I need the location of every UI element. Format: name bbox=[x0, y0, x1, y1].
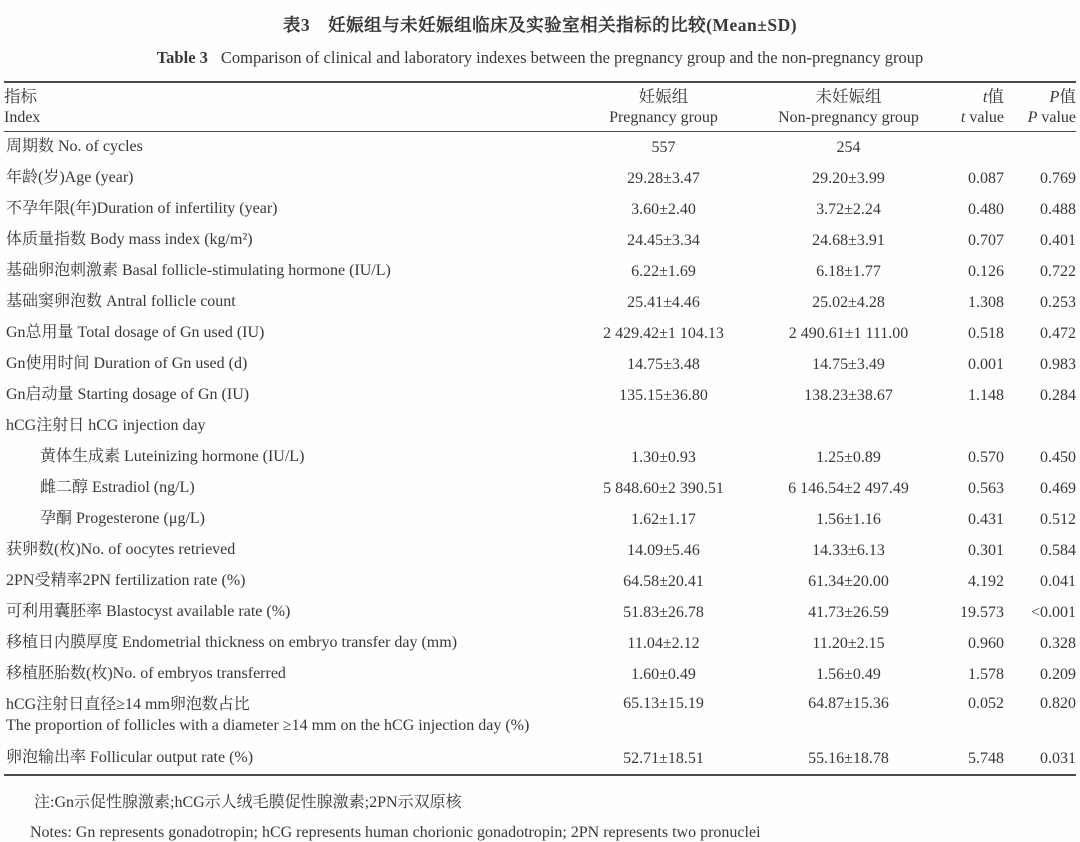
cell-p-value: 0.209 bbox=[1040, 665, 1076, 683]
cell-nonpregnancy-value: 138.23±38.67 bbox=[804, 386, 893, 404]
row-index-cell bbox=[4, 411, 556, 442]
row-index-cell bbox=[4, 628, 556, 659]
row-label-line2: The proportion of follicles with a diameter ≥14 mm on the hCG injection day (%) bbox=[6, 716, 530, 734]
row-index-cell bbox=[4, 743, 556, 775]
header-t-value bbox=[926, 82, 1004, 132]
cell-nonpregnancy-value: 64.87±15.36 bbox=[808, 695, 889, 712]
cell-pregnancy-value: 11.04±2.12 bbox=[627, 634, 700, 652]
cell-nonpregnancy-value: 14.33±6.13 bbox=[812, 541, 885, 559]
header-pregnancy-en: Pregnancy group bbox=[609, 108, 718, 126]
note-chinese: 注:Gn示促性腺激素;hCG示人绒毛膜促性腺激素;2PN示双原核 bbox=[34, 794, 462, 811]
cell-nonpregnancy-value: 6 146.54±2 497.49 bbox=[788, 479, 909, 497]
table-row bbox=[4, 380, 1076, 411]
p-zh: 值 bbox=[1059, 87, 1076, 107]
cell-pregnancy-value: 65.13±15.19 bbox=[623, 695, 704, 712]
cell-nonpregnancy-value: 6.18±1.77 bbox=[816, 262, 881, 280]
row-index-cell bbox=[4, 566, 556, 597]
cell-p-value: 0.450 bbox=[1040, 448, 1076, 466]
cell-p-value: 0.512 bbox=[1040, 510, 1076, 528]
cell-t-value: 0.707 bbox=[968, 231, 1004, 249]
row-index-cell bbox=[4, 535, 556, 566]
header-index-zh: 指标 bbox=[4, 87, 37, 107]
table-row bbox=[4, 473, 1076, 504]
row-label: hCG注射日直径≥14 mm卵泡数占比 bbox=[6, 696, 250, 713]
paper-table-figure bbox=[4, 0, 1076, 842]
comparison-table bbox=[4, 81, 1076, 776]
table-row bbox=[4, 535, 1076, 566]
cell-p-value: 0.041 bbox=[1040, 572, 1076, 590]
row-label: 可利用囊胚率 Blastocyst available rate (%) bbox=[6, 603, 291, 621]
row-index-cell bbox=[4, 287, 556, 318]
header-pregnancy-group bbox=[556, 82, 771, 132]
table-row bbox=[4, 194, 1076, 225]
table-body bbox=[4, 132, 1076, 776]
cell-nonpregnancy-value: 1.56±0.49 bbox=[816, 665, 881, 683]
row-label: 周期数 No. of cycles bbox=[6, 138, 143, 156]
row-index-cell bbox=[4, 659, 556, 690]
row-index-cell bbox=[4, 256, 556, 287]
cell-p-value: 0.722 bbox=[1040, 262, 1076, 280]
cell-nonpregnancy-value: 14.75±3.49 bbox=[812, 355, 885, 373]
row-label: Gn总用量 Total dosage of Gn used (IU) bbox=[6, 324, 265, 342]
table-row bbox=[4, 504, 1076, 535]
table-row bbox=[4, 442, 1076, 473]
cell-t-value: 1.148 bbox=[968, 386, 1004, 404]
row-label: 基础窦卵泡数 Antral follicle count bbox=[6, 293, 236, 311]
cell-nonpregnancy-value: 41.73±26.59 bbox=[808, 603, 889, 621]
table-row bbox=[4, 411, 1076, 442]
cell-nonpregnancy-value: 25.02±4.28 bbox=[812, 293, 885, 311]
cell-nonpregnancy-value bbox=[771, 411, 926, 442]
cell-p-value: 0.584 bbox=[1040, 541, 1076, 559]
p-en: value bbox=[1037, 108, 1076, 126]
table-header bbox=[4, 82, 1076, 132]
cell-pregnancy-value: 5 848.60±2 390.51 bbox=[603, 479, 724, 497]
table-row bbox=[4, 349, 1076, 380]
row-index-cell bbox=[4, 318, 556, 349]
row-label: 体质量指数 Body mass index (kg/m²) bbox=[6, 231, 253, 249]
cell-pregnancy-value: 1.60±0.49 bbox=[631, 665, 696, 683]
cell-pregnancy-value: 557 bbox=[651, 138, 676, 156]
cell-p-value bbox=[1004, 411, 1076, 442]
cell-p-value: <0.001 bbox=[1030, 603, 1076, 621]
cell-t-value: 0.480 bbox=[968, 200, 1004, 218]
cell-nonpregnancy-value: 55.16±18.78 bbox=[808, 749, 889, 767]
cell-pregnancy-value: 2 429.42±1 104.13 bbox=[603, 324, 724, 342]
cell-p-value: 0.328 bbox=[1040, 634, 1076, 652]
row-index-cell bbox=[4, 194, 556, 225]
table-row bbox=[4, 690, 1076, 743]
header-pregnancy-zh: 妊娠组 bbox=[638, 87, 689, 107]
cell-p-value: 0.401 bbox=[1040, 231, 1076, 249]
table-row bbox=[4, 628, 1076, 659]
row-index-cell bbox=[4, 163, 556, 194]
table-row bbox=[4, 743, 1076, 775]
cell-nonpregnancy-value: 3.72±2.24 bbox=[816, 200, 881, 218]
header-p-value bbox=[1004, 82, 1076, 132]
row-label: 2PN受精率2PN fertilization rate (%) bbox=[6, 572, 246, 590]
cell-nonpregnancy-value: 11.20±2.15 bbox=[812, 634, 885, 652]
t-symbol: t bbox=[982, 87, 988, 107]
row-index-cell bbox=[4, 597, 556, 628]
table-row bbox=[4, 287, 1076, 318]
row-label: 基础卵泡刺激素 Basal follicle-stimulating hormone (IU/L) bbox=[6, 262, 391, 280]
cell-nonpregnancy-value: 29.20±3.99 bbox=[812, 169, 885, 187]
row-label: 年龄(岁)Age (year) bbox=[6, 169, 134, 187]
cell-nonpregnancy-value: 61.34±20.00 bbox=[808, 572, 889, 590]
row-label: 雌二醇 Estradiol (ng/L) bbox=[40, 479, 195, 497]
cell-nonpregnancy-value: 24.68±3.91 bbox=[812, 231, 885, 249]
cell-pregnancy-value: 52.71±18.51 bbox=[623, 749, 704, 767]
header-nonpregnancy-en: Non-pregnancy group bbox=[778, 108, 919, 126]
header-index bbox=[4, 82, 556, 132]
t-en: value bbox=[965, 108, 1004, 126]
cell-nonpregnancy-value: 1.56±1.16 bbox=[816, 510, 881, 528]
cell-nonpregnancy-value: 254 bbox=[836, 138, 861, 156]
cell-p-value: 0.472 bbox=[1040, 324, 1076, 342]
cell-t-value: 0.001 bbox=[968, 355, 1004, 373]
cell-p-value: 0.469 bbox=[1040, 479, 1076, 497]
table-row bbox=[4, 132, 1076, 164]
cell-t-value: 0.052 bbox=[968, 695, 1004, 712]
cell-t-value: 19.573 bbox=[960, 603, 1004, 621]
cell-t-value: 5.748 bbox=[968, 749, 1004, 767]
cell-pregnancy-value: 14.09±5.46 bbox=[627, 541, 700, 559]
row-label: 黄体生成素 Luteinizing hormone (IU/L) bbox=[40, 448, 305, 466]
cell-t-value: 0.087 bbox=[968, 169, 1004, 187]
cell-pregnancy-value: 51.83±26.78 bbox=[623, 603, 704, 621]
cell-pregnancy-value: 3.60±2.40 bbox=[631, 200, 696, 218]
cell-p-value: 0.769 bbox=[1040, 169, 1076, 187]
row-label: 卵泡输出率 Follicular output rate (%) bbox=[6, 749, 254, 767]
table-number-label: Table 3 bbox=[156, 48, 208, 67]
cell-t-value bbox=[926, 132, 1004, 164]
row-index-cell bbox=[4, 442, 556, 473]
cell-pregnancy-value: 64.58±20.41 bbox=[623, 572, 704, 590]
cell-pregnancy-value: 24.45±3.34 bbox=[627, 231, 700, 249]
header-nonpregnancy-group bbox=[771, 82, 926, 132]
row-label: 获卵数(枚)No. of oocytes retrieved bbox=[6, 541, 236, 559]
header-nonpregnancy-zh: 未妊娠组 bbox=[815, 87, 882, 107]
table-title-chinese: 表3 妊娠组与未妊娠组临床及实验室相关指标的比较(Mean±SD) bbox=[282, 15, 798, 35]
p-symbol: P bbox=[1049, 87, 1060, 107]
cell-pregnancy-value: 1.30±0.93 bbox=[631, 448, 696, 466]
cell-p-value: 0.031 bbox=[1040, 749, 1076, 767]
table-row bbox=[4, 163, 1076, 194]
t-symbol: t bbox=[960, 108, 966, 126]
cell-t-value: 0.563 bbox=[968, 479, 1004, 497]
row-label: 移植日内膜厚度 Endometrial thickness on embryo transfer day (mm) bbox=[6, 634, 458, 652]
note-english: Notes: Gn represents gonadotropin; hCG represents human chorionic gonadotropin; 2PN represents two pronuclei bbox=[30, 824, 761, 841]
cell-p-value: 0.983 bbox=[1040, 355, 1076, 373]
cell-t-value: 0.431 bbox=[968, 510, 1004, 528]
t-zh: 值 bbox=[987, 87, 1004, 107]
row-label: Gn使用时间 Duration of Gn used (d) bbox=[6, 355, 248, 373]
table-row bbox=[4, 318, 1076, 349]
cell-t-value bbox=[926, 411, 1004, 442]
row-index-cell bbox=[4, 380, 556, 411]
cell-p-value bbox=[1004, 132, 1076, 164]
cell-pregnancy-value: 25.41±4.46 bbox=[627, 293, 700, 311]
cell-t-value: 0.301 bbox=[968, 541, 1004, 559]
row-label: Gn启动量 Starting dosage of Gn (IU) bbox=[6, 386, 250, 404]
header-row bbox=[4, 82, 1076, 132]
row-index-cell bbox=[4, 473, 556, 504]
cell-t-value: 1.578 bbox=[968, 665, 1004, 683]
row-index-cell bbox=[4, 225, 556, 256]
table-row bbox=[4, 659, 1076, 690]
cell-t-value: 4.192 bbox=[968, 572, 1004, 590]
header-index-en: Index bbox=[4, 108, 41, 126]
cell-pregnancy-value: 14.75±3.48 bbox=[627, 355, 700, 373]
cell-pregnancy-value bbox=[556, 411, 771, 442]
cell-p-value: 0.820 bbox=[1040, 695, 1076, 712]
cell-p-value: 0.488 bbox=[1040, 200, 1076, 218]
row-index-cell bbox=[4, 349, 556, 380]
cell-t-value: 0.960 bbox=[968, 634, 1004, 652]
row-index-cell bbox=[4, 132, 556, 164]
p-symbol: P bbox=[1027, 108, 1038, 126]
cell-t-value: 0.570 bbox=[968, 448, 1004, 466]
row-label: 孕酮 Progesterone (μg/L) bbox=[40, 510, 205, 528]
cell-pregnancy-value: 29.28±3.47 bbox=[627, 169, 700, 187]
cell-p-value: 0.253 bbox=[1040, 293, 1076, 311]
cell-nonpregnancy-value: 2 490.61±1 111.00 bbox=[788, 324, 909, 342]
table-row bbox=[4, 256, 1076, 287]
table-row bbox=[4, 566, 1076, 597]
row-index-cell bbox=[4, 690, 556, 743]
cell-t-value: 1.308 bbox=[968, 293, 1004, 311]
cell-t-value: 0.126 bbox=[968, 262, 1004, 280]
row-index-cell bbox=[4, 504, 556, 535]
row-label: hCG注射日 hCG injection day bbox=[6, 417, 206, 435]
table-row bbox=[4, 225, 1076, 256]
table-row bbox=[4, 597, 1076, 628]
cell-p-value: 0.284 bbox=[1040, 386, 1076, 404]
table-title-english-text: Comparison of clinical and laboratory indexes between the pregnancy group and the non-pregnancy group bbox=[220, 48, 924, 67]
cell-pregnancy-value: 135.15±36.80 bbox=[619, 386, 708, 404]
row-label: 不孕年限(年)Duration of infertility (year) bbox=[6, 200, 278, 218]
cell-pregnancy-value: 6.22±1.69 bbox=[631, 262, 696, 280]
cell-t-value: 0.518 bbox=[968, 324, 1004, 342]
row-label: 移植胚胎数(枚)No. of embryos transferred bbox=[6, 665, 286, 683]
cell-pregnancy-value: 1.62±1.17 bbox=[631, 510, 696, 528]
cell-nonpregnancy-value: 1.25±0.89 bbox=[816, 448, 881, 466]
table-title-english bbox=[4, 48, 1076, 81]
